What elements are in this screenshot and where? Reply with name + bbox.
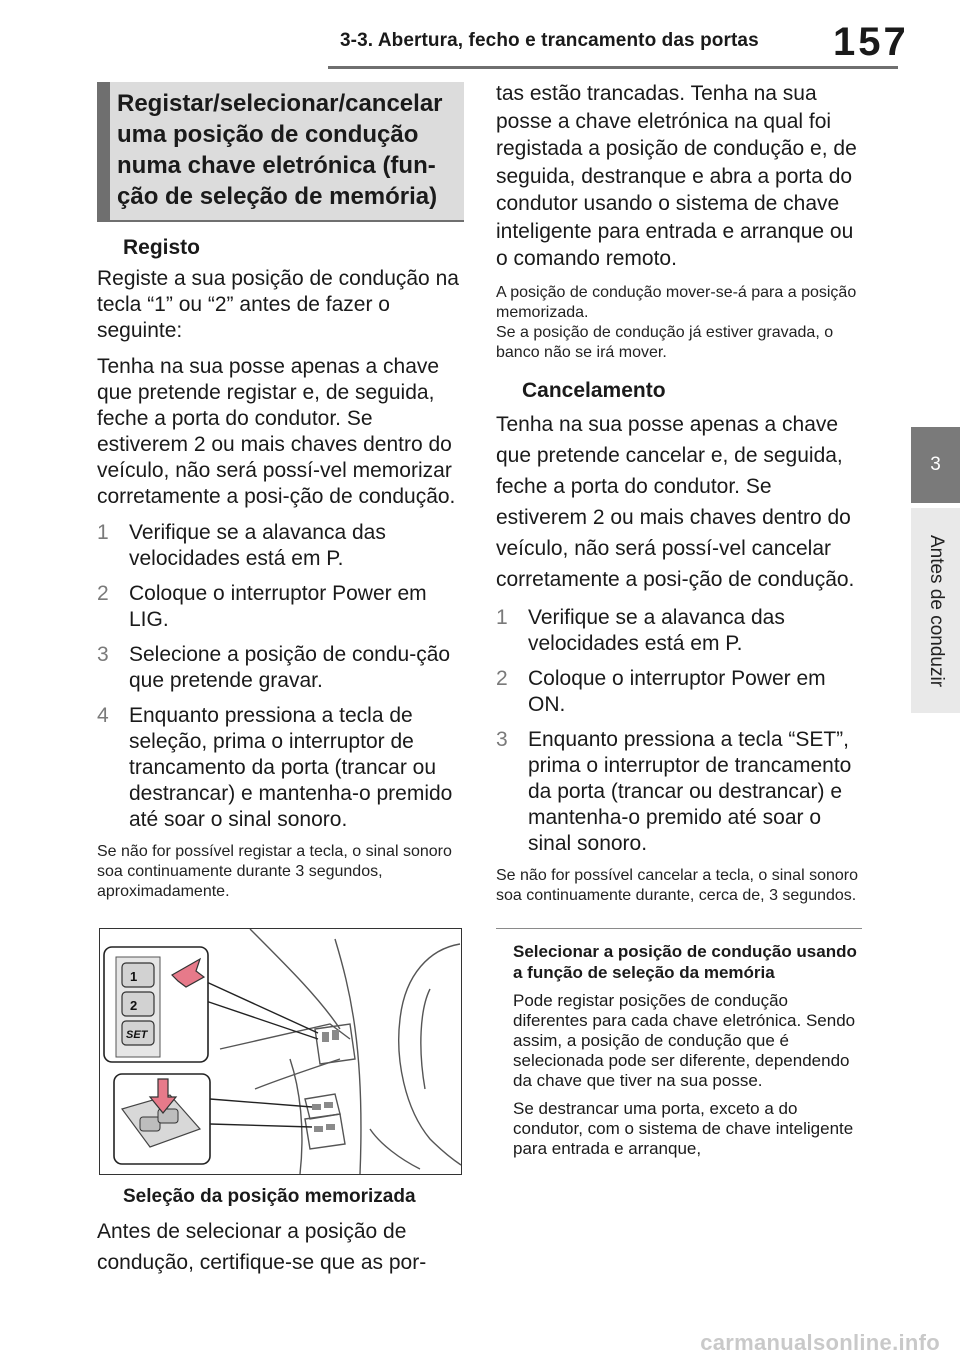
registo-intro: Registe a sua posição de condução na tecla “1” ou “2” antes de fazer o seguinte:: [97, 267, 459, 342]
info-paragraph: Pode registar posições de condução diferentes para cada chave eletrónica. Sendo assim, a posição de condução que é selecionada pode ser diferente, dependendo da chave que tiver na sua posse.: [513, 990, 856, 1090]
step-number: 4: [97, 704, 109, 727]
set-button-label: SET: [126, 1029, 148, 1041]
selecao-text-continued: tas estão trancadas. Tenha na sua posse a chave eletrónica na qual foi registada a posição de condução e, de seguida, destranque e abra a porta do condutor usando o sistema de chave inteligente para entrada e arranque ou o comando remoto.: [496, 82, 857, 270]
info-paragraph: Se destrancar uma porta, exceto a do condutor, com o sistema de chave inteligente para entrada e arranque,: [513, 1098, 854, 1158]
step-number: 3: [496, 727, 508, 751]
step-number: 1: [97, 521, 109, 544]
cancelamento-instructions: Tenha na sua posse apenas a chave que pretende cancelar e, de seguida, feche a porta do condutor. Se estiverem 2 ou mais chaves dentro do veículo, não será possí-vel cancelar corretamente a posi-ção de condução.: [496, 412, 855, 591]
cancelamento-step: [496, 666, 862, 718]
registo-step: [97, 703, 464, 833]
registo-heading: Registo: [123, 236, 201, 259]
registo-instructions: Tenha na sua posse apenas a chave que pretende registar e, de seguida, feche a porta do condutor. Se estiverem 2 ou mais chaves dentro do veículo, não será possí-vel memorizar corretamente a posi-ção de condução.: [97, 355, 456, 508]
memory-switch-illustration: [99, 928, 462, 1175]
step-text: Coloque o interruptor Power em LIG.: [129, 582, 427, 631]
step-text: Enquanto pressiona a tecla “SET”, prima o interruptor de trancamento da porta (trancar ou destrancar) e mantenha-o premido até soar o sinal sonoro.: [528, 727, 852, 855]
page-number: 157: [833, 20, 909, 64]
cancelamento-step: [496, 605, 862, 657]
header-rule: [328, 66, 898, 69]
registo-step: [97, 642, 464, 694]
chapter-title: Antes de conduzir: [925, 534, 947, 687]
memory-key-1-label: 1: [130, 969, 138, 984]
step-number: 3: [97, 643, 109, 666]
watermark: carmanualsonline.info: [700, 1330, 940, 1355]
registo-step: [97, 581, 464, 633]
chapter-number: 3: [930, 454, 941, 475]
cancelamento-note: Se não for possível cancelar a tecla, o sinal sonoro soa continuamente durante, cerca de, 3 segundos.: [496, 866, 858, 904]
chapter-title-strip: [911, 508, 960, 713]
door-panel-drawing: [100, 929, 461, 1174]
info-divider: [496, 928, 862, 929]
selecao-note-1: A posição de condução mover-se-á para a posição memorizada.: [496, 283, 857, 321]
section-box-title: Registar/selecionar/cancelar uma posição de condução numa chave eletrónica (fun-ção de seleção de memória): [97, 82, 464, 222]
selecao-note-2: Se a posição de condução já estiver gravada, o banco não se irá mover.: [496, 323, 834, 361]
info-title: Selecionar a posição de condução usando a função de seleção da memória: [513, 941, 857, 982]
step-number: 1: [496, 605, 508, 629]
cancelamento-heading: Cancelamento: [522, 378, 666, 402]
selecao-text: Antes de selecionar a posição de condução, certifique-se que as por-: [97, 1220, 427, 1274]
section-title: 3-3. Abertura, fecho e trancamento das portas: [340, 30, 759, 51]
step-text: Verifique se a alavanca das velocidades está em P.: [129, 521, 386, 570]
step-text: Selecione a posição de condu-ção que pretende gravar.: [129, 643, 451, 692]
step-number: 2: [496, 666, 508, 690]
step-text: Coloque o interruptor Power em ON.: [528, 666, 826, 716]
right-column: [496, 80, 862, 1167]
cancelamento-step: [496, 727, 862, 857]
registo-step: [97, 520, 464, 572]
selecao-heading: Seleção da posição memorizada: [123, 1186, 416, 1207]
step-text: Enquanto pressiona a tecla de seleção, prima o interruptor de trancamento da porta (trancar ou destrancar) e mantenha-o premido até soar o sinal sonoro.: [129, 704, 453, 831]
step-number: 2: [97, 582, 109, 605]
step-text: Verifique se a alavanca das velocidades está em P.: [528, 605, 785, 655]
registo-note: Se não for possível registar a tecla, o sinal sonoro soa continuamente durante 3 segundos, aproximadamente.: [97, 843, 452, 900]
chapter-tab[interactable]: [911, 427, 960, 503]
info-box: [513, 941, 862, 1159]
memory-key-2-label: 2: [130, 998, 138, 1013]
left-column: [97, 82, 464, 1288]
